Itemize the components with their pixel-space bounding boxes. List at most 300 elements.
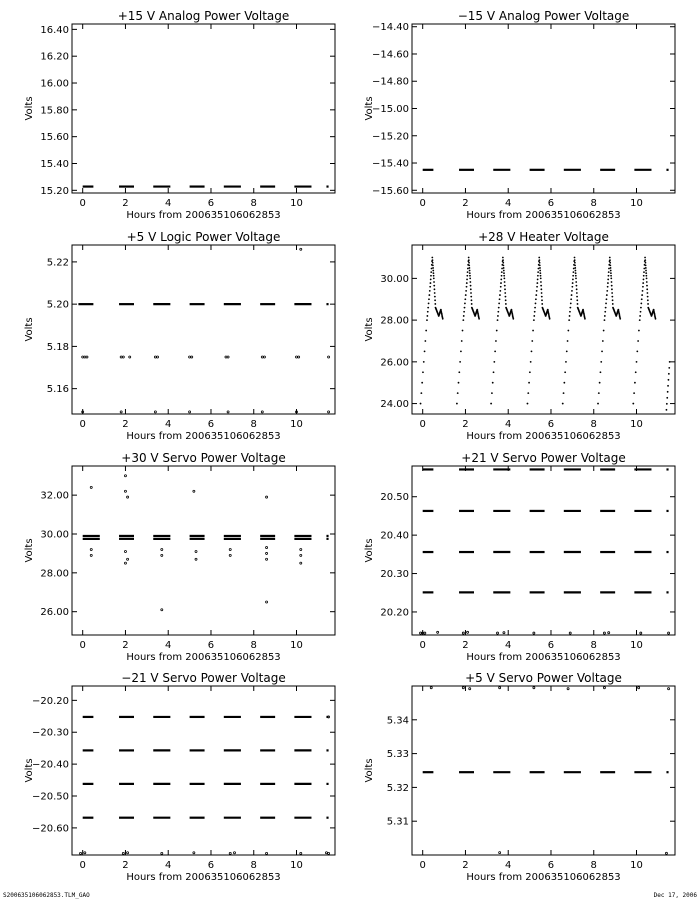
x-tick-label: 0 [419,640,426,651]
x-axis-label: Hours from 200635106062853 [126,652,281,663]
data-point [669,361,671,363]
data-point [643,279,645,281]
data-point [563,382,565,384]
data-point [478,318,480,320]
y-tick-label: −14.40 [371,22,409,34]
data-point [433,281,435,283]
data-point [266,601,268,603]
data-point [540,285,542,287]
chart-title: +5 V Servo Power Voltage [465,671,622,685]
data-point [535,303,537,305]
data-point [300,248,302,250]
data-point [468,264,470,266]
data-point [541,292,543,294]
data-point [607,282,609,284]
data-point [434,299,436,301]
data-point [261,356,263,358]
data-point [505,299,507,301]
chart-panel-5 [24,451,335,663]
data-point [539,270,541,272]
data-point [619,318,621,320]
y-tick-label: 24.00 [380,399,409,411]
data-point [608,268,610,270]
x-tick-label: 0 [419,419,426,430]
data-point [229,549,231,551]
plot-frame [72,245,335,414]
data-point [90,486,92,488]
data-point [606,290,608,292]
y-tick-label: −20.30 [31,727,69,739]
data-point [647,296,649,298]
data-point [432,264,434,266]
x-tick-label: 8 [590,640,597,651]
data-point [642,286,644,288]
data-point [601,351,603,353]
data-point [161,554,163,556]
data-point [432,262,434,264]
data-point [640,307,642,309]
data-point [535,294,537,296]
data-layer [420,257,671,411]
y-tick-label: 15.80 [40,105,69,117]
data-point [458,382,460,384]
data-point [325,852,327,854]
data-point [574,259,576,261]
data-point [261,411,263,413]
y-tick-label: −14.80 [371,76,409,88]
data-point [575,277,577,279]
data-point [577,303,579,305]
x-tick-label: 0 [419,860,426,871]
data-point [420,403,422,405]
data-point [129,356,131,358]
x-axis-label: Hours from 200635106062853 [126,210,281,221]
data-point [645,270,647,272]
data-point [667,385,669,387]
data-point [604,311,606,313]
x-tick-label: 10 [290,640,303,651]
plot-frame [412,686,675,855]
data-point [503,632,505,634]
data-point [536,282,538,284]
data-point [430,282,432,284]
data-point [576,285,578,287]
y-tick-label: 30.00 [40,529,69,541]
data-point [641,298,643,300]
data-point [600,361,602,363]
y-tick-label: 28.00 [380,315,409,327]
x-tick-label: 2 [122,640,129,651]
data-point [504,285,506,287]
data-point [642,290,644,292]
data-point [497,311,499,313]
data-point [434,303,436,305]
data-point [644,257,646,259]
data-point [647,303,649,305]
chart-panel-2 [364,9,675,221]
data-point [665,852,667,854]
data-layer [80,716,330,854]
data-point [609,259,611,261]
data-point [229,554,231,556]
data-point [122,852,124,854]
data-point [263,356,265,358]
data-point [469,267,471,269]
x-tick-label: 8 [250,860,257,871]
y-tick-label: −15.40 [371,158,409,170]
x-tick-label: 2 [462,198,469,209]
x-tick-label: 6 [547,419,555,430]
data-point [639,319,641,321]
x-tick-label: 8 [250,419,257,430]
data-point [90,554,92,556]
data-point [612,299,614,301]
y-tick-label: −15.00 [371,104,409,115]
data-point [424,351,426,353]
x-tick-label: 6 [207,198,215,209]
data-point [90,549,92,551]
data-point [504,292,506,294]
data-point [549,318,551,320]
y-tick-label: 5.32 [386,782,409,794]
data-point [124,475,126,477]
data-point [122,356,124,358]
data-point [80,852,82,854]
plot-frame [412,466,675,635]
x-tick-label: 10 [630,198,643,209]
data-point [503,270,505,272]
data-point [609,262,611,264]
y-axis-label: Volts [24,538,35,563]
data-point [569,315,571,317]
data-point [195,558,197,560]
data-point [469,272,471,274]
data-point [463,311,465,313]
data-layer [420,469,670,634]
x-axis-label: Hours from 200635106062853 [466,872,621,883]
data-point [647,299,649,301]
data-point [157,356,159,358]
data-point [505,296,507,298]
data-point [646,277,648,279]
data-point [464,298,466,300]
y-tick-label: 16.00 [40,78,69,90]
chart-panel-8 [364,671,675,883]
data-point [460,351,462,353]
x-tick-label: 4 [505,640,512,651]
data-point [468,257,470,259]
data-point [611,285,613,287]
data-point [569,311,571,313]
data-point [668,632,670,634]
data-point [154,411,156,413]
data-point [462,330,464,332]
y-axis-label: Volts [364,758,375,783]
data-point [666,403,668,405]
data-point [644,259,646,261]
data-point [667,391,669,393]
data-point [497,319,499,321]
x-tick-label: 6 [547,860,555,871]
data-point [607,279,609,281]
data-point [609,264,611,266]
x-tick-label: 8 [590,860,597,871]
data-point [576,292,578,294]
data-point [603,687,605,689]
data-point [84,356,86,358]
chart-title: −21 V Servo Power Voltage [121,671,286,685]
data-point [504,281,506,283]
data-point [468,262,470,264]
x-tick-label: 2 [122,198,129,209]
data-point [528,382,530,384]
data-point [497,632,499,634]
y-tick-label: 15.60 [40,132,69,144]
data-point [430,279,432,281]
data-point [636,361,638,363]
data-point [420,392,422,394]
data-point [469,270,471,272]
data-point [575,281,577,283]
data-point [501,275,503,277]
y-tick-label: −15.60 [371,185,409,197]
data-point [606,294,608,296]
data-point [493,371,495,373]
data-point [568,319,570,321]
data-point [427,311,429,313]
data-point [574,262,576,264]
data-point [666,397,668,399]
x-tick-label: 0 [419,198,426,209]
x-tick-label: 4 [505,860,512,871]
data-point [603,330,605,332]
data-point [457,392,459,394]
data-point [597,403,599,405]
data-point [503,264,505,266]
data-point [434,288,436,290]
data-point [161,549,163,551]
data-point [499,290,501,292]
x-axis-label: Hours from 200635106062853 [466,431,621,442]
data-point [431,257,433,259]
data-point [124,550,126,552]
data-point [569,632,571,634]
data-point [490,403,492,405]
chart-panel-7 [24,671,335,883]
x-tick-label: 4 [165,419,172,430]
data-point [640,632,642,634]
y-axis-label: Volts [24,758,35,783]
data-point [463,315,465,317]
x-tick-label: 4 [505,419,512,430]
data-point [426,315,428,317]
data-point [505,303,507,305]
y-axis-label: Volts [364,317,375,342]
data-point [576,299,578,301]
data-point [610,270,612,272]
data-point [189,411,191,413]
data-point [428,303,430,305]
data-point [655,318,657,320]
data-point [86,356,88,358]
x-tick-label: 2 [462,419,469,430]
data-point [640,311,642,313]
data-point [635,371,637,373]
data-point [470,288,472,290]
data-point [572,282,574,284]
data-point [566,351,568,353]
data-point [189,356,191,358]
x-tick-label: 6 [547,640,555,651]
data-point [574,267,576,269]
x-axis-label: Hours from 200635106062853 [126,872,281,883]
x-tick-label: 6 [207,860,215,871]
data-point [458,371,460,373]
data-point [541,303,543,305]
data-point [599,382,601,384]
data-point [643,275,645,277]
data-point [567,688,569,690]
data-point [634,382,636,384]
x-tick-label: 6 [547,198,555,209]
y-axis-label: Volts [24,317,35,342]
data-point [154,356,156,358]
plot-frame [72,24,335,193]
x-tick-label: 4 [165,198,172,209]
x-tick-label: 10 [290,419,303,430]
data-point [461,340,463,342]
data-point [426,319,428,321]
data-point [605,307,607,309]
data-point [503,275,505,277]
y-tick-label: −20.60 [31,823,69,835]
data-point [234,852,236,854]
x-tick-label: 8 [590,419,597,430]
data-point [498,303,500,305]
data-point [637,340,639,342]
data-point [500,282,502,284]
data-point [539,272,541,274]
data-point [611,288,613,290]
data-point [646,288,648,290]
data-point [495,340,497,342]
data-point [537,279,539,281]
data-point [668,379,670,381]
data-point [503,267,505,269]
data-point [82,356,84,358]
data-point [608,275,610,277]
x-tick-label: 6 [207,419,215,430]
data-point [328,356,330,358]
data-point [608,632,610,634]
data-point [429,286,431,288]
chart-title: +15 V Analog Power Voltage [117,9,290,23]
data-point [124,490,126,492]
x-tick-label: 8 [590,198,597,209]
data-point [421,382,423,384]
y-tick-label: −15.20 [371,131,409,143]
data-point [540,275,542,277]
data-point [666,409,668,411]
data-point [610,277,612,279]
x-tick-label: 2 [462,640,469,651]
data-point [571,286,573,288]
y-tick-label: 5.33 [386,749,409,761]
data-point [229,852,231,854]
data-point [266,552,268,554]
data-point [534,307,536,309]
data-point [266,558,268,560]
y-tick-label: 32.00 [40,490,69,502]
data-point [424,632,426,634]
x-tick-label: 4 [505,198,512,209]
data-point [420,632,422,634]
chart-title: +30 V Servo Power Voltage [121,451,286,465]
plot-frame [412,24,675,193]
data-point [300,554,302,556]
data-point [572,279,574,281]
x-tick-label: 10 [290,860,303,871]
data-point [432,267,434,269]
data-point [645,264,647,266]
data-point [575,275,577,277]
data-point [466,286,468,288]
data-point [464,307,466,309]
data-point [611,281,613,283]
data-point [575,270,577,272]
data-point [538,257,540,259]
x-tick-label: 2 [122,419,129,430]
plot-frame [72,686,335,855]
data-point [492,382,494,384]
data-point [496,330,498,332]
data-point [573,268,575,270]
data-point [533,632,535,634]
data-point [266,547,268,549]
data-point [501,271,503,273]
data-point [499,852,501,854]
chart-panel-3 [24,230,335,442]
data-point [607,286,609,288]
y-tick-label: 20.20 [380,607,409,619]
data-point [433,277,435,279]
x-tick-label: 0 [79,419,86,430]
data-point [500,279,502,281]
data-point [494,351,496,353]
data-point [611,296,613,298]
data-point [471,299,473,301]
data-point [636,351,638,353]
data-point [645,275,647,277]
data-point [442,318,444,320]
data-point [428,294,430,296]
data-point [191,356,193,358]
data-point [124,562,126,564]
x-tick-label: 10 [630,419,643,430]
data-point [502,259,504,261]
y-tick-label: 26.00 [380,357,409,369]
data-point [84,852,86,854]
data-point [533,319,535,321]
y-axis-label: Volts [364,538,375,563]
data-point [562,403,564,405]
data-point [120,356,122,358]
data-layer [78,248,329,413]
x-tick-label: 0 [79,860,86,871]
data-point [424,340,426,342]
data-point [467,271,469,273]
y-axis-label: Volts [24,96,35,121]
